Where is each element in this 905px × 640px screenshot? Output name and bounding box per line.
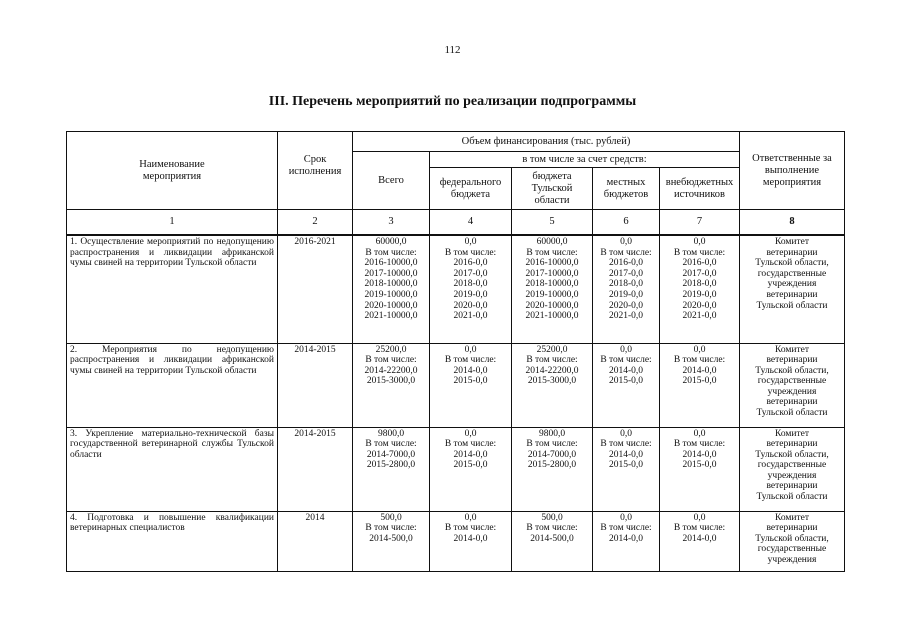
responsible-cell: Комитет ветеринарии Тульской области, государственные учреждения ветеринарии Тульской области <box>740 427 845 511</box>
table-row <box>67 511 845 571</box>
header-responsible: Ответственные за выполнение мероприятия <box>740 132 845 210</box>
column-number: 4 <box>430 210 512 236</box>
table-row <box>67 235 845 343</box>
measure-name: 1. Осуществление мероприятий по недопущению распространения и ликвидации африканской чумы свиней на территории Тульской области <box>67 235 278 343</box>
regional-cell: 9800,0 В том числе: 2014-7000,0 2015-2800,0 <box>512 427 593 511</box>
measure-name: 2. Мероприятия по недопущению распространения и ликвидации африканской чумы свиней на территории Тульской области <box>67 343 278 427</box>
measures-table <box>66 131 845 572</box>
column-number: 3 <box>353 210 430 236</box>
column-numbers-row <box>67 210 845 236</box>
regional-cell: 25200,0 В том числе: 2014-22200,0 2015-3000,0 <box>512 343 593 427</box>
measure-term: 2014 <box>278 511 353 571</box>
extra-cell: 0,0 В том числе: 2014-0,0 <box>660 511 740 571</box>
section-title: III. Перечень мероприятий по реализации подпрограммы <box>268 94 637 109</box>
header-federal: федерального бюджета <box>430 168 512 210</box>
header-including: в том числе за счет средств: <box>430 152 740 168</box>
local-cell: 0,0 В том числе: 2014-0,0 2015-0,0 <box>593 343 660 427</box>
column-number: 2 <box>278 210 353 236</box>
header-extra: внебюджетных источников <box>660 168 740 210</box>
regional-cell: 60000,0 В том числе: 2016-10000,0 2017-10000,0 2018-10000,0 2019-10000,0 2020-10000,0 2021-10000,0 <box>512 235 593 343</box>
header-funding: Объем финансирования (тыс. рублей) <box>353 132 740 152</box>
local-cell: 0,0 В том числе: 2016-0,0 2017-0,0 2018-0,0 2019-0,0 2020-0,0 2021-0,0 <box>593 235 660 343</box>
table-row <box>67 343 845 427</box>
federal-cell: 0,0 В том числе: 2016-0,0 2017-0,0 2018-0,0 2019-0,0 2020-0,0 2021-0,0 <box>430 235 512 343</box>
column-number: 1 <box>67 210 278 236</box>
table-row <box>67 427 845 511</box>
column-number: 7 <box>660 210 740 236</box>
total-cell: 60000,0 В том числе: 2016-10000,0 2017-10000,0 2018-10000,0 2019-10000,0 2020-10000,0 2021-10000,0 <box>353 235 430 343</box>
total-cell: 25200,0 В том числе: 2014-22200,0 2015-3000,0 <box>353 343 430 427</box>
total-cell: 9800,0 В том числе: 2014-7000,0 2015-2800,0 <box>353 427 430 511</box>
column-number: 8 <box>740 210 845 236</box>
federal-cell: 0,0 В том числе: 2014-0,0 <box>430 511 512 571</box>
measure-name: 4. Подготовка и повышение квалификации ветеринарных специалистов <box>67 511 278 571</box>
measure-name: 3. Укрепление материально-технической базы государственной ветеринарной службы Тульской области <box>67 427 278 511</box>
extra-cell: 0,0 В том числе: 2016-0,0 2017-0,0 2018-0,0 2019-0,0 2020-0,0 2021-0,0 <box>660 235 740 343</box>
total-cell: 500,0 В том числе: 2014-500,0 <box>353 511 430 571</box>
header-name: Наименование мероприятия <box>67 132 278 210</box>
responsible-cell: Комитет ветеринарии Тульской области, государственные учреждения ветеринарии Тульской области <box>740 235 845 343</box>
federal-cell: 0,0 В том числе: 2014-0,0 2015-0,0 <box>430 427 512 511</box>
regional-cell: 500,0 В том числе: 2014-500,0 <box>512 511 593 571</box>
header-total: Всего <box>353 152 430 210</box>
responsible-cell: Комитет ветеринарии Тульской области, государственные учреждения ветеринарии Тульской области <box>740 343 845 427</box>
measure-term: 2016-2021 <box>278 235 353 343</box>
federal-cell: 0,0 В том числе: 2014-0,0 2015-0,0 <box>430 343 512 427</box>
measure-term: 2014-2015 <box>278 343 353 427</box>
measure-term: 2014-2015 <box>278 427 353 511</box>
responsible-cell: Комитет ветеринарии Тульской области, государственные учреждения <box>740 511 845 571</box>
local-cell: 0,0 В том числе: 2014-0,0 2015-0,0 <box>593 427 660 511</box>
header-regional: бюджета Тульской области <box>512 168 593 210</box>
local-cell: 0,0 В том числе: 2014-0,0 <box>593 511 660 571</box>
page-number: 112 <box>444 44 461 56</box>
extra-cell: 0,0 В том числе: 2014-0,0 2015-0,0 <box>660 343 740 427</box>
header-local: местных бюджетов <box>593 168 660 210</box>
column-number: 6 <box>593 210 660 236</box>
header-term: Срок исполнения <box>278 132 353 210</box>
extra-cell: 0,0 В том числе: 2014-0,0 2015-0,0 <box>660 427 740 511</box>
column-number: 5 <box>512 210 593 236</box>
